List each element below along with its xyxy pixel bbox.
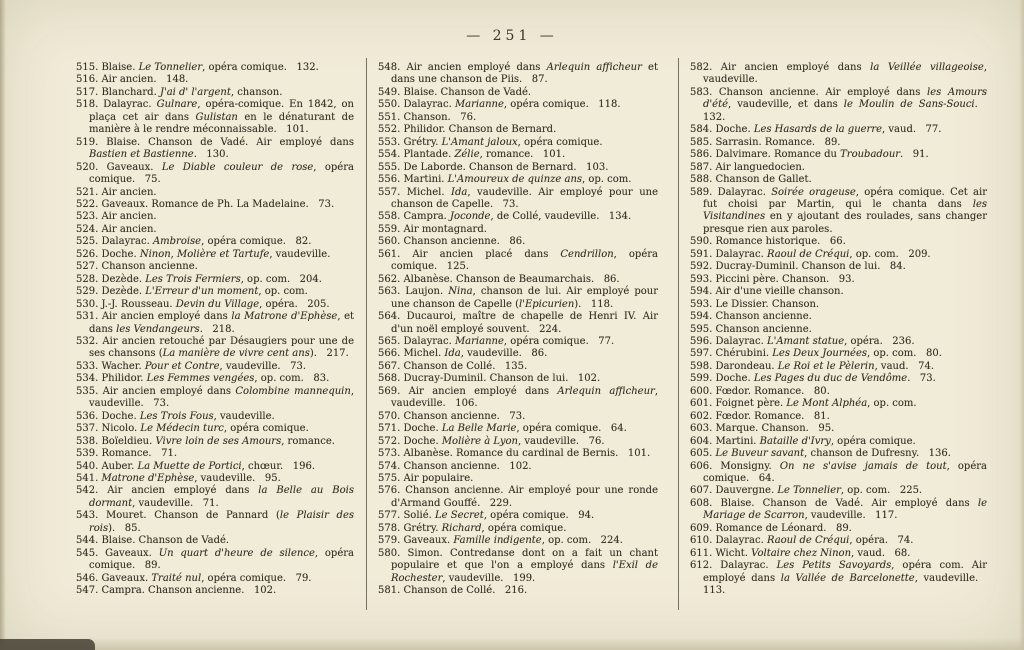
index-entry: 579. Gaveaux. Famille indigente, op. com. 224. — [378, 535, 623, 547]
index-entry: 527. Chanson ancienne. — [76, 261, 198, 273]
index-entry: 528. Dezède. Les Trois Fermiers, op. com. 204. — [76, 273, 322, 285]
page-edge-shadow-bottom — [0, 638, 1024, 650]
index-entry: 549. Blaise. Chanson de Vadé. — [378, 86, 532, 98]
index-entry: 522. Gaveaux. Romance de Ph. La Madelaine. 73. — [76, 198, 335, 210]
index-entry: 607. Dauvergne. Le Tonnelier, op. com. 225. — [690, 485, 923, 497]
index-entry: 600. Fœdor. Romance. 80. — [690, 385, 830, 397]
index-entry: 582. Air ancien employé dans la Veillée villageoise, vaudeville. — [690, 62, 987, 86]
index-entry: 521. Air ancien. — [76, 186, 157, 198]
column-divider-rule — [678, 58, 679, 610]
index-entry: 520. Gaveaux. Le Diable couleur de rose, opéra comique. 75. — [76, 161, 354, 186]
index-entry: 578. Grétry. Richard, opéra comique. — [378, 522, 567, 534]
index-entry: 524. Air ancien. — [76, 223, 157, 235]
index-entry: 565. Dalayrac. Marianne, opéra comique. 77. — [378, 335, 615, 347]
index-entry: 554. Plantade. Zélie, romance. 101. — [378, 149, 566, 161]
index-entry: 611. Wicht. Voltaire chez Ninon, vaud. 68. — [690, 547, 911, 559]
index-entry: 604. Martini. Bataille d'Ivry, opéra comique. — [690, 435, 916, 447]
index-entry: 568. Ducray-Duminil. Chanson de lui. 102. — [378, 373, 601, 385]
index-entry: 566. Michel. Ida, vaudeville. 86. — [378, 348, 548, 360]
index-entry: 561. Air ancien placé dans Cendrillon, opéra comique. 125. — [378, 248, 658, 273]
index-entry: 560. Chanson ancienne. 86. — [378, 236, 526, 248]
index-entry: 515. Blaise. Le Tonnelier, opéra comique. 132. — [76, 62, 319, 73]
index-entry: 593. Piccini père. Chanson. 93. — [690, 273, 855, 285]
index-entry: 523. Air ancien. — [76, 211, 157, 223]
scan-corner-blotch — [0, 639, 95, 650]
index-entry: 593. Le Dissier. Chanson. — [690, 298, 820, 310]
index-entry: 540. Auber. La Muette de Portici, chœur. 196. — [76, 460, 316, 472]
index-entry: 581. Chanson de Collé. 216. — [378, 585, 528, 597]
index-entry: 586. Dalvimare. Romance du Troubadour. 91. — [690, 149, 929, 161]
index-entry: 519. Blaise. Chanson de Vadé. Air employé dans Bastien et Bastienne. 130. — [76, 136, 354, 161]
index-entry: 517. Blanchard. J'ai d' l'argent, chanson. — [76, 86, 283, 98]
index-entry: 577. Solié. Le Secret, opéra comique. 94. — [378, 510, 595, 522]
index-entry: 516. Air ancien. 148. — [76, 74, 189, 86]
index-entry: 557. Michel. Ida, vaudeville. Air employé pour une chanson de Capelle. 73. — [378, 186, 658, 210]
index-entry: 563. Laujon. Nina, chanson de lui. Air employé pour une chanson de Capelle (l'Epicurien). 118. — [378, 286, 658, 310]
index-entry: 542. Air ancien employé dans la Belle au Bois dormant, vaudeville. 71. — [76, 485, 354, 509]
index-entry: 591. Dalayrac. Raoul de Créqui, op. com. 209. — [690, 248, 931, 260]
index-entry: 594. Air d'une vieille chanson. — [690, 286, 844, 298]
index-entry: 605. Le Buveur savant, chanson de Dufresny. 136. — [690, 448, 951, 460]
page-edge-shadow-left — [0, 0, 6, 650]
index-entry: 589. Dalayrac. Soirée orageuse, opéra comique. Cet air fut choisi par Martin, qui le chanta dans les Visitandines en y ajoutant des roulades, sans changer presque rien aux paroles. — [690, 186, 987, 235]
index-entry: 570. Chanson ancienne. 73. — [378, 410, 526, 422]
index-entry: 571. Doche. La Belle Marie, opéra comique. 64. — [378, 423, 627, 435]
index-entry: 580. Simon. Contredanse dont on a fait un chant populaire et que l'on a employé dans l'Exil de Rochester, vaudeville. 199. — [378, 547, 658, 584]
index-entry: 546. Gaveaux. Traité nul, opéra comique. 79. — [76, 572, 312, 584]
index-entry: 610. Dalayrac. Raoul de Créqui, opéra. 74. — [690, 535, 914, 547]
index-entry: 588. Chanson de Gallet. — [690, 174, 812, 186]
index-entry: 575. Air populaire. — [378, 472, 474, 484]
index-entry: 555. De Laborde. Chanson de Bernard. 103. — [378, 161, 609, 173]
index-entry: 564. Ducauroi, maître de chapelle de Henri IV. Air d'un noël employé souvent. 224. — [378, 311, 658, 335]
page-edge-shadow-right — [1019, 0, 1024, 650]
index-entry: 529. Dezède. L'Erreur d'un moment, op. com. — [76, 286, 308, 298]
index-entry: 567. Chanson de Collé. 135. — [378, 360, 528, 372]
index-entry: 550. Dalayrac. Marianne, opéra comique. 118. — [378, 99, 621, 111]
index-entry: 541. Matrone d'Ephèse, vaudeville. 95. — [76, 472, 281, 484]
index-entry: 573. Albanèse. Romance du cardinal de Bernis. 101. — [378, 448, 651, 460]
index-entry: 532. Air ancien retouché par Désaugiers pour une de ses chansons (La manière de vivre cent ans). 217. — [76, 335, 354, 360]
index-column-right — [690, 62, 987, 597]
index-entry: 594. Chanson ancienne. — [690, 311, 812, 323]
index-entry: 525. Dalayrac. Ambroise, opéra comique. 82. — [76, 236, 312, 248]
index-entry: 585. Sarrasin. Romance. 89. — [690, 136, 841, 148]
index-entry: 569. Air ancien employé dans Arlequin afficheur, vaudeville. 106. — [378, 385, 658, 410]
index-entry: 612. Dalayrac. Les Petits Savoyards, opéra com. Air employé dans la Vallée de Barcelonette, vaudeville. 113. — [690, 560, 987, 597]
index-entry: 608. Blaise. Chanson de Vadé. Air employé dans le Mariage de Scarron, vaudeville. 117. — [690, 497, 987, 522]
index-entry: 558. Campra. Joconde, de Collé, vaudeville. 134. — [378, 211, 632, 223]
index-entry: 572. Doche. Molière à Lyon, vaudeville. 76. — [378, 435, 605, 447]
index-entry: 526. Doche. Ninon, Molière et Tartufe, vaudeville. — [76, 248, 331, 260]
index-entry: 551. Chanson. 76. — [378, 111, 477, 123]
index-entry: 556. Martini. L'Amoureux de quinze ans, op. com. — [378, 174, 632, 186]
index-entry: 599. Doche. Les Pages du duc de Vendôme. 73. — [690, 373, 936, 385]
index-column-left — [76, 62, 354, 597]
index-entry: 536. Doche. Les Trois Fous, vaudeville. — [76, 410, 275, 422]
column-divider-rule — [366, 58, 367, 610]
index-entry: 543. Mouret. Chanson de Pannard (le Plaisir des rois). 85. — [76, 510, 355, 534]
index-entry: 587. Air languedocien. — [690, 161, 805, 173]
index-entry: 609. Romance de Léonard. 89. — [690, 522, 852, 534]
index-entry: 583. Chanson ancienne. Air employé dans les Amours d'été, vaudeville, et dans le Moulin de Sans-Souci. 132. — [690, 86, 987, 123]
index-entry: 531. Air ancien employé dans la Matrone d'Ephèse, et dans les Vendangeurs. 218. — [76, 311, 355, 335]
index-entry: 545. Gaveaux. Un quart d'heure de silence, opéra comique. 89. — [76, 547, 354, 572]
index-entry: 603. Marque. Chanson. 95. — [690, 423, 835, 435]
index-entry: 606. Monsigny. On ne s'avise jamais de tout, opéra comique. 64. — [690, 460, 987, 484]
index-entry: 518. Dalayrac. Gulnare, opéra-comique. En 1842, on plaça cet air dans Gulistan en le dénaturant de manière à le rendre méconnaissable. 101. — [76, 99, 354, 136]
index-entry: 548. Air ancien employé dans Arlequin afficheur et dans une chanson de Piis. 87. — [378, 62, 658, 86]
index-entry: 530. J.-J. Rousseau. Devin du Village, opéra. 205. — [76, 298, 330, 310]
page-number-header: — 251 — — [466, 28, 558, 44]
index-entry: 539. Romance. 71. — [76, 448, 178, 460]
index-entry: 576. Chanson ancienne. Air employé pour une ronde d'Armand Gouffé. 229. — [378, 485, 658, 509]
index-entry: 559. Air montagnard. — [378, 223, 487, 235]
index-entry: 592. Ducray-Duminil. Chanson de lui. 84. — [690, 261, 906, 273]
index-entry: 537. Nicolo. Le Médecin turc, opéra comique. — [76, 423, 309, 435]
index-entry: 598. Darondeau. Le Roi et le Pèlerin, vaud. 74. — [690, 360, 934, 372]
index-entry: 584. Doche. Les Hasards de la guerre, vaud. 77. — [690, 124, 942, 136]
index-entry: 535. Air ancien employé dans Colombine mannequin, vaudeville. 73. — [76, 385, 354, 410]
index-entry: 595. Chanson ancienne. — [690, 323, 812, 335]
index-entry: 538. Boïeldieu. Vivre loin de ses Amours, romance. — [76, 435, 335, 447]
index-column-middle — [378, 62, 658, 597]
index-entry: 590. Romance historique. 66. — [690, 236, 846, 248]
index-entry: 562. Albanèse. Chanson de Beaumarchais. 86. — [378, 273, 620, 285]
index-entry: 552. Philidor. Chanson de Bernard. — [378, 124, 557, 136]
index-entry: 544. Blaise. Chanson de Vadé. — [76, 535, 230, 547]
index-entry: 601. Foignet père. Le Mont Alphéa, op. com. — [690, 398, 917, 410]
index-entry: 534. Philidor. Les Femmes vengées, op. com. 83. — [76, 373, 330, 385]
index-entry: 596. Dalayrac. L'Amant statue, opéra. 236. — [690, 335, 915, 347]
index-entry: 553. Grétry. L'Amant jaloux, opéra comique. — [378, 136, 603, 148]
index-entry: 602. Fœdor. Romance. 81. — [690, 410, 830, 422]
index-entry: 574. Chanson ancienne. 102. — [378, 460, 532, 472]
index-entry: 533. Wacher. Pour et Contre, vaudeville. 73. — [76, 360, 307, 372]
index-entry: 547. Campra. Chanson ancienne. 102. — [76, 585, 277, 597]
index-entry: 597. Chérubini. Les Deux Journées, op. com. 80. — [690, 348, 942, 360]
